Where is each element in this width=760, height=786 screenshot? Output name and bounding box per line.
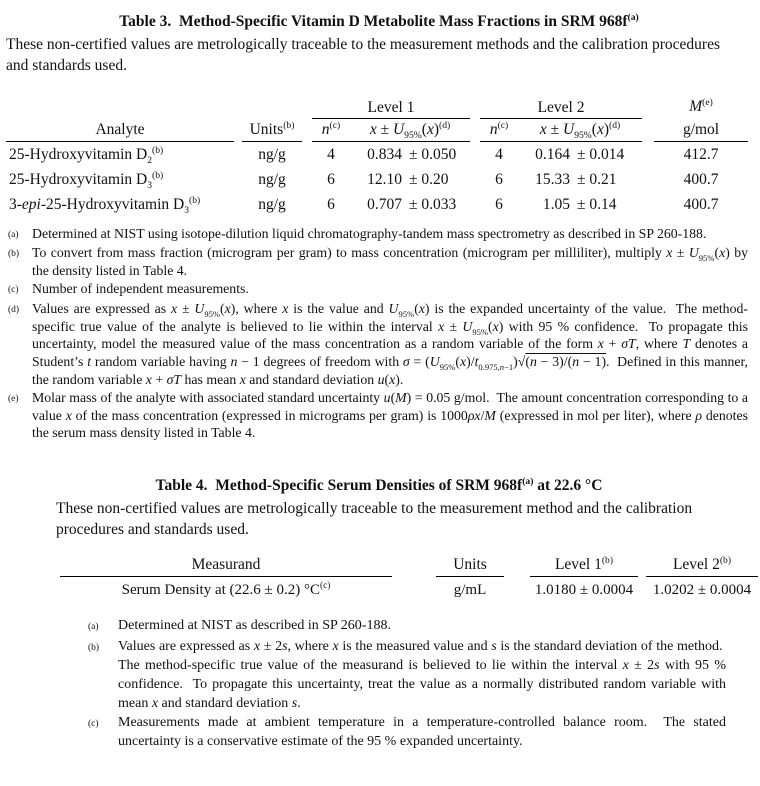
table3-group-header-row — [6, 96, 748, 118]
cell-units: ng/g — [258, 170, 286, 188]
cell-level2-value: 1.0202 ± 0.0004 — [652, 582, 752, 599]
spacer — [234, 192, 242, 217]
footnote — [86, 637, 726, 713]
cell-measurand: Serum Density at (22.6 ± 0.2) $^\circ C^{(c)}$ — [121, 581, 331, 599]
spacer — [234, 167, 242, 192]
table3-section — [6, 12, 752, 442]
cell-molar-mass: 412.7 — [683, 145, 719, 163]
table3-level1-n-header: $n^{(c)}$ — [312, 118, 350, 141]
table3-intro: These non-certified values are metrologically traceable to the measurement methods and the calibration procedures and standards used. — [6, 36, 720, 75]
spacer — [638, 554, 646, 577]
table4 — [60, 554, 758, 602]
spacer — [470, 167, 480, 192]
table3-header-row — [6, 118, 748, 141]
table3-level1-value-header: $x \pm U_{95\%}(x)^{(d)}$ — [350, 118, 470, 141]
spacer — [392, 577, 436, 603]
table-row — [6, 141, 748, 167]
footnote-marker: (e) — [8, 393, 19, 404]
table4-units-header: Units — [436, 554, 504, 577]
value-uncertainty: ± 0.20 — [409, 170, 449, 188]
spacer — [470, 118, 480, 141]
table-row — [6, 192, 748, 217]
cell-analyte: 25-Hydroxyvitamin $D_3^{(b)}$ — [9, 169, 164, 191]
table4-footnotes — [86, 616, 726, 751]
footnote-text: Values are expressed as x ± 2s, where x is the measured value and s is the standard deviation of the method. The method-specific true value of the measurand is believed to lie within the interval x ± 2s with 95 % confidence. To propagate this uncertainty, treat the value as a normally distributed random variable with mean x and standard deviation s. — [118, 639, 726, 712]
table3-level1-group-header: Level 1 — [312, 96, 470, 118]
cell-units: ng/g — [258, 145, 286, 163]
footnote — [6, 225, 748, 245]
cell-units: ng/g — [258, 195, 286, 213]
spacer — [504, 554, 530, 577]
footnote — [6, 389, 748, 442]
value-uncertainty: ± 0.014 — [577, 145, 625, 163]
value-x: 1.05 — [542, 195, 571, 213]
table3-units-header: Units$^{(b)}$ — [242, 118, 302, 141]
spacer — [638, 577, 646, 603]
spacer — [642, 167, 654, 192]
table3-footnotes — [6, 225, 748, 443]
footnote-marker: (b) — [8, 249, 20, 260]
spacer — [470, 192, 480, 217]
value-x: 15.33 — [535, 170, 571, 188]
table3-analyte-header: Analyte — [6, 118, 234, 141]
spacer — [470, 141, 480, 167]
cell-level1-n: 6 — [327, 195, 335, 213]
table3-level2-group-header: Level 2 — [480, 96, 642, 118]
table3-level2-value-header: $x \pm U_{95\%}(x)^{(d)}$ — [518, 118, 642, 141]
footnote-marker: (a) — [8, 229, 19, 240]
spacer — [642, 141, 654, 167]
spacer — [392, 554, 436, 577]
spacer — [302, 192, 312, 217]
value-uncertainty: ± 0.21 — [577, 170, 617, 188]
table4-header-row — [60, 554, 758, 577]
cell-level2-n: 6 — [495, 195, 503, 213]
spacer — [302, 141, 312, 167]
cell-analyte: 3-epi-25-Hydroxyvitamin $D_3^{(b)}$ — [9, 194, 201, 216]
footnote-text: To convert from mass fraction (microgram per gram) to mass concentration (microgram per milliliter), multiply $x \pm U_{95\%}(x)$ by the density listed in Table 4. — [32, 245, 748, 279]
cell-units: g/mL — [453, 582, 487, 599]
spacer — [642, 192, 654, 217]
table4-title: Table 4. Method-Specific Serum Densities of SRM $968f^{(a)}$ at 22.6 °C — [155, 476, 603, 495]
cell-level1-value — [350, 192, 470, 217]
footnote-text: Measurements made at ambient temperature in a temperature-controlled balance room. The stated uncertainty is a conservative estimate of the 95 % expanded uncertainty. — [118, 715, 726, 750]
footnote-marker: (c) — [88, 719, 99, 730]
cell-level2-value — [518, 167, 642, 192]
spacer — [642, 96, 654, 118]
table4-section — [6, 476, 752, 751]
cell-level1-value — [350, 141, 470, 167]
value-x: 0.707 — [367, 195, 402, 213]
spacer — [234, 141, 242, 167]
footnote-text: Values are expressed as $x \pm U_{95\%}(x)$, where x is the value and $U_{95\%}(x)$ is the expanded uncertainty of the value. The method-specific true value of the analyte is believed to lie within the interval $x \pm U_{95\%}(x)$ with 95 % confidence. To propagate this uncertainty, model the measured value of the mass concentration as a random variable of the form x + σT, where T denotes a Student’s t random variable having n − 1 degrees of freedom with $\sigma = (U_{95\%}(x)/t_{0.975,n-1})√(n - 3)/(n - 1)$. Defined in this manner, the random variable x + σT has mean x and standard deviation u(x). — [32, 300, 749, 388]
table3-level2-n-header: $n^{(c)}$ — [480, 118, 518, 141]
footnote-text: Molar mass of the analyte with associated standard uncertainty u(M) = 0.05 g/mol. The amount concentration corresponding to a value x of the mass concentration (expressed in micrograms per gram) is 1000ρx/M (expressed in mol per liter), where ρ denotes the serum mass density listed in Table 4. — [32, 389, 748, 441]
spacer — [470, 96, 480, 118]
cell-molar-mass: 400.7 — [683, 170, 719, 188]
cell-level1-value: 1.0180 ± 0.0004 — [534, 582, 634, 599]
spacer — [642, 118, 654, 141]
cell-level2-n: 6 — [495, 170, 503, 188]
cell-level1-n: 4 — [327, 145, 335, 163]
spacer — [234, 96, 242, 118]
footnote — [86, 616, 726, 637]
table3-molar-units-header: g/mol — [654, 118, 748, 141]
spacer — [242, 96, 302, 118]
spacer — [302, 96, 312, 118]
cell-level2-n: 4 — [495, 145, 503, 163]
table-row — [60, 577, 758, 603]
footnote-text: Determined at NIST as described in SP 260-188. — [118, 618, 391, 634]
table4-intro: These non-certified values are metrologically traceable to the measurement method and the calibration procedures and standards used. — [56, 500, 693, 539]
value-x: 12.10 — [367, 170, 402, 188]
spacer — [234, 118, 242, 141]
footnote-text: Number of independent measurements. — [32, 281, 249, 297]
table4-measurand-header: Measurand — [60, 554, 392, 577]
cell-analyte: 25-Hydroxyvitamin $D_2^{(b)}$ — [9, 144, 164, 166]
footnote — [6, 300, 748, 389]
table-row — [6, 167, 748, 192]
table4-level1-header: Level 1$^{(b)}$ — [530, 554, 638, 577]
footnote-text: Determined at NIST using isotope-dilution liquid chromatography-tandem mass spectrometry as described in SP 260-188. — [32, 225, 707, 241]
cell-level1-value — [350, 167, 470, 192]
footnote-marker: (c) — [8, 285, 19, 296]
spacer — [302, 167, 312, 192]
value-uncertainty: ± 0.050 — [409, 145, 457, 163]
footnote — [6, 244, 748, 280]
value-uncertainty: ± 0.033 — [409, 195, 457, 213]
footnote-marker: (d) — [8, 304, 20, 315]
footnote-marker: (b) — [88, 643, 100, 654]
spacer — [302, 118, 312, 141]
table4-level2-header: Level 2$^{(b)}$ — [646, 554, 758, 577]
value-uncertainty: ± 0.14 — [577, 195, 617, 213]
footnote — [6, 280, 748, 300]
footnote-marker: (a) — [88, 622, 99, 633]
value-x: 0.164 — [535, 145, 571, 163]
footnote — [86, 713, 726, 751]
table3-title: Table 3. Method-Specific Vitamin D Metabolite Mass Fractions in SRM $968f^{(a)}$ — [119, 11, 639, 30]
cell-level2-value — [518, 192, 642, 217]
cell-level2-value — [518, 141, 642, 167]
cell-molar-mass: 400.7 — [683, 195, 719, 213]
spacer — [6, 96, 234, 118]
table3 — [6, 96, 748, 217]
spacer — [504, 577, 530, 603]
table3-molar-mass-header: $M^{(e)}$ — [689, 96, 713, 116]
cell-level1-n: 6 — [327, 170, 335, 188]
value-x: 0.834 — [367, 145, 402, 163]
